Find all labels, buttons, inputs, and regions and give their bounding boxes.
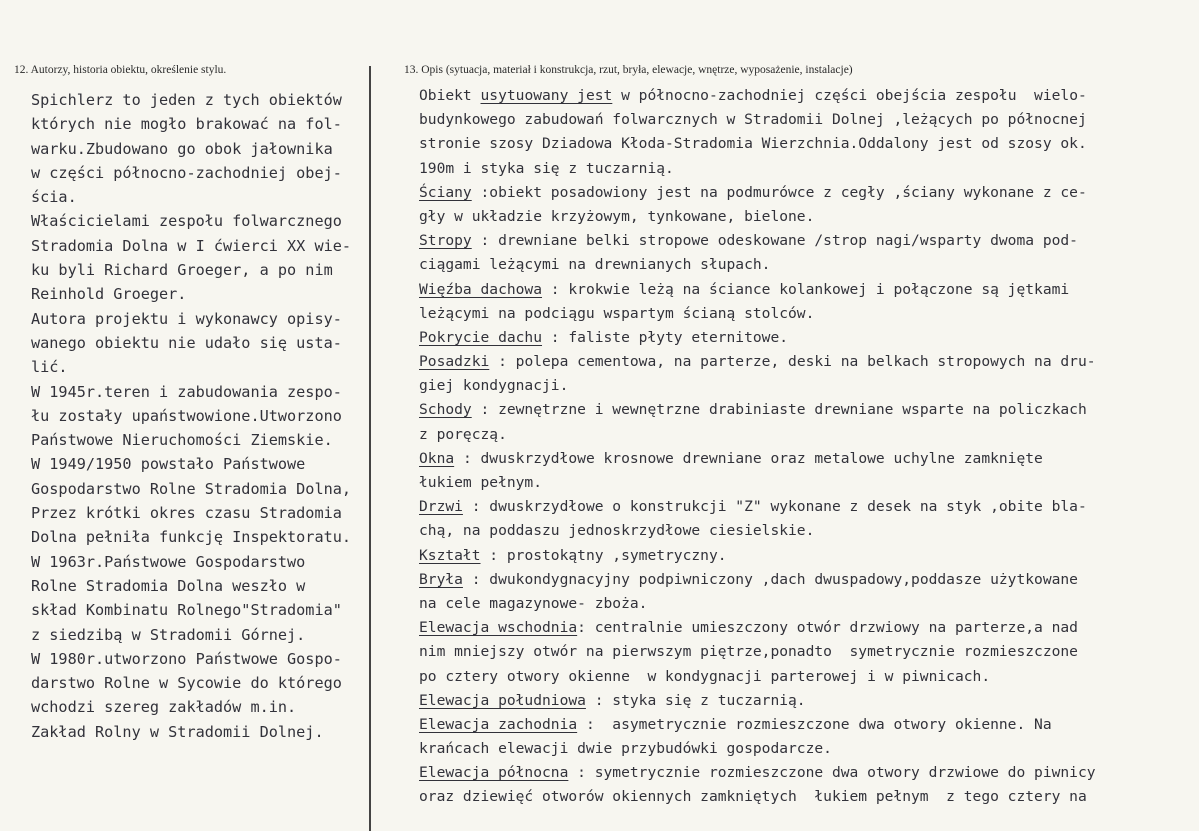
history-text-line: skład Kombinatu Rolnego"Stradomia" — [31, 601, 342, 620]
text-fragment: nim mniejszy otwór na pierwszym piętrze,ponadto symetrycznie rozmieszczone — [419, 643, 1078, 661]
section-label: Posadzki — [419, 353, 490, 371]
description-text-line — [419, 785, 1194, 809]
history-text-line: Państwowe Nieruchomości Ziemskie. — [31, 431, 333, 450]
text-fragment: chą, na poddaszu jednoskrzydłowe ciesielskie. — [419, 522, 815, 540]
history-text-line: Spichlerz to jeden z tych obiektów — [31, 91, 342, 109]
description-text-line — [419, 278, 1194, 302]
section-13-header: 13. Opis (sytuacja, materiał i konstrukcja, rzut, bryła, elewacje, wnętrze, wyposażenie, instalacje) — [404, 64, 853, 76]
section-label: Więźba dachowa — [419, 280, 543, 298]
text-fragment: 190m i styka się z tuczarnią. — [419, 159, 674, 177]
section-label: Elewacja zachodnia — [419, 715, 578, 733]
description-text-line — [419, 253, 1194, 277]
text-fragment: ciągami leżącymi na drewnianych słupach. — [419, 256, 771, 274]
text-fragment: : symetrycznie rozmieszczone dwa otwory drzwiowe do piwnicy — [568, 764, 1096, 782]
section-label: Pokrycie dachu — [419, 328, 543, 346]
history-text-line: Rolne Stradomia Dolna weszło w — [31, 576, 306, 595]
description-text-line — [419, 592, 1194, 616]
section-label: Bryła — [419, 570, 463, 588]
history-text-line: wchodzi szereg zakładów m.in. — [31, 698, 297, 717]
history-text-line: Reinhold Groeger. — [31, 285, 187, 304]
description-text-line — [419, 302, 1194, 326]
text-fragment: po cztery otwory okienne w kondygnacji parterowej i w piwnicach. — [419, 667, 991, 685]
text-fragment: oraz dziewięć otworów okiennych zamkniętych łukiem pełnym z tego cztery na — [419, 788, 1087, 806]
description-text-line — [419, 737, 1194, 761]
section-label: usytuowany jest — [480, 87, 613, 104]
text-fragment: : styka się z tuczarnią. — [585, 691, 806, 709]
text-fragment: krańcach elewacji dwie przybudówki gospodarcze. — [419, 740, 832, 758]
description-text-line — [419, 471, 1194, 495]
history-text-line: Stradomia Dolna w I ćwierci XX wie- — [31, 236, 352, 255]
text-fragment: : faliste płyty eternitowe. — [542, 328, 789, 346]
description-text-line — [419, 761, 1194, 785]
history-text-line: warku.Zbudowano go obok jałownika — [31, 139, 333, 158]
text-fragment: gły w układzie krzyżowym, tynkowane, bielone. — [419, 207, 815, 225]
text-fragment: Obiekt — [419, 87, 481, 104]
history-text-line: łu zostały upaństwowione.Utworzono — [31, 406, 342, 425]
description-text-line — [419, 544, 1194, 568]
description-text-line — [419, 326, 1194, 350]
history-text-line: których nie mogło brakować na fol- — [31, 115, 342, 134]
history-text-line: ku byli Richard Groeger, a po nim — [31, 261, 333, 280]
description-text-line — [419, 447, 1194, 471]
section-12-header: 12. Autorzy, historia obiektu, określenie stylu. — [14, 64, 227, 76]
text-fragment: : polepa cementowa, na parterze, deski na belkach stropowych na dru- — [489, 353, 1096, 371]
history-text-line: W 1980r.utworzono Państwowe Gospo- — [31, 649, 342, 668]
text-fragment: : centralnie umieszczony otwór drzwiowy na parterze,a nad — [577, 619, 1078, 637]
history-text-line: w części północno-zachodniej obej- — [31, 163, 342, 182]
description-text-line — [419, 229, 1194, 253]
history-text-line: ścia. — [31, 188, 77, 207]
history-text-line: lić. — [31, 358, 68, 377]
history-text-line: darstwo Rolne w Sycowie do którego — [31, 674, 342, 693]
description-text-line — [419, 398, 1194, 422]
text-fragment: giej kondygnacji. — [419, 377, 569, 395]
description-text-line — [419, 568, 1194, 592]
description-text-column — [419, 84, 1194, 810]
description-text-line — [419, 205, 1194, 229]
text-fragment: : asymetrycznie rozmieszczone dwa otwory okienne. Na — [577, 715, 1052, 733]
description-text-line — [419, 374, 1194, 398]
text-fragment: : prostokątny ,symetryczny. — [480, 546, 727, 564]
text-fragment: : dwuskrzydłowe krosnowe drewniane oraz metalowe uchylne zamknięte — [454, 449, 1043, 467]
history-text-line: W 1945r.teren i zabudowania zespo- — [31, 382, 342, 401]
description-text-line — [419, 640, 1194, 664]
section-label: Elewacja wschodnia — [419, 619, 578, 637]
description-text-line — [419, 108, 1194, 132]
history-text-column — [31, 88, 376, 744]
history-text-line: Autora projektu i wykonawcy opisy- — [31, 309, 342, 328]
section-label: Schody — [419, 401, 472, 419]
text-fragment: : krokwie leżą na ściance kolankowej i połączone są jętkami — [542, 280, 1070, 298]
description-text-line — [419, 689, 1194, 713]
text-fragment: z poręczą. — [419, 425, 507, 443]
section-label: Elewacja północna — [419, 764, 569, 782]
description-text-line — [419, 132, 1194, 156]
section-label: Okna — [419, 449, 455, 467]
description-text-line — [419, 350, 1194, 374]
history-text-line: z siedzibą w Stradomii Górnej. — [31, 625, 306, 644]
section-label: Elewacja południowa — [419, 691, 586, 709]
history-text-line: W 1949/1950 powstało Państwowe — [31, 455, 306, 474]
history-text-line: Zakład Rolny w Stradomii Dolnej. — [31, 722, 324, 741]
text-fragment: stronie szosy Dziadowa Kłoda-Stradomia Wierzchnia.Oddalony jest od szosy ok. — [419, 135, 1087, 153]
text-fragment: w północno-zachodniej części obejścia zespołu wielo- — [612, 87, 1087, 104]
text-fragment: : zewnętrzne i wewnętrzne drabiniaste drewniane wsparte na policzkach — [471, 401, 1087, 419]
description-text-line — [419, 181, 1194, 205]
description-text-line — [419, 713, 1194, 737]
section-label: Kształt — [419, 546, 481, 564]
history-text-line: W 1963r.Państwowe Gospodarstwo — [31, 552, 306, 571]
section-label: Ściany — [419, 183, 472, 201]
history-text-line: Przez krótki okres czasu Stradomia — [31, 504, 342, 523]
text-fragment: :obiekt posadowiony jest na podmurówce z cegły ,ściany wykonane z ce- — [471, 183, 1087, 201]
history-text-line: Gospodarstwo Rolne Stradomia Dolna, — [31, 479, 352, 498]
description-text-line — [419, 616, 1194, 640]
text-fragment: łukiem pełnym. — [419, 474, 543, 491]
text-fragment: : dwukondygnacyjny podpiwniczony ,dach dwuspadowy,poddasze użytkowane — [462, 570, 1078, 588]
description-text-line — [419, 423, 1194, 447]
text-fragment: : dwuskrzydłowe o konstrukcji "Z" wykonane z desek na styk ,obite bla- — [462, 498, 1087, 516]
text-fragment: : drewniane belki stropowe odeskowane /strop nagi/wsparty dwoma pod- — [471, 232, 1078, 250]
history-text-line: Dolna pełniła funkcję Inspektoratu. — [31, 528, 352, 547]
description-text-line — [419, 157, 1194, 181]
text-fragment: budynkowego zabudowań folwarcznych w Stradomii Dolnej ,leżących po północnej — [419, 111, 1087, 129]
history-text-line: Właścicielami zespołu folwarcznego — [31, 212, 342, 231]
description-text-line — [419, 519, 1194, 543]
text-fragment: leżącymi na podciągu wspartym ścianą stolców. — [419, 304, 815, 322]
description-text-line — [419, 665, 1194, 689]
description-text-line — [419, 84, 1194, 108]
text-fragment: na cele magazynowe- zboża. — [419, 594, 648, 612]
section-label: Drzwi — [419, 498, 463, 516]
history-text-line: wanego obiektu nie udało się usta- — [31, 333, 342, 352]
description-text-line — [419, 495, 1194, 519]
section-label: Stropy — [419, 232, 472, 250]
